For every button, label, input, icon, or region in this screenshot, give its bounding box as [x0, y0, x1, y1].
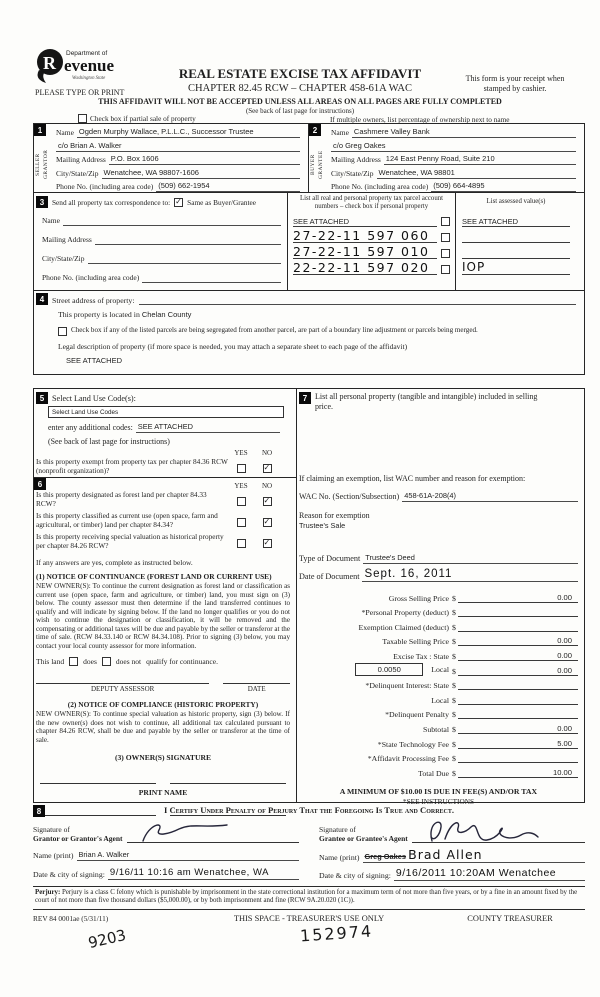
reason-label: Reason for exemption — [299, 511, 370, 520]
legal-description-value: SEE ATTACHED — [66, 356, 122, 365]
parties-box — [33, 123, 585, 375]
section-3-marker: 3 — [36, 196, 48, 208]
owners-signature-title: (3) OWNER(S) SIGNATURE — [114, 753, 212, 762]
land-use-title: Select Land Use Code(s): — [52, 393, 136, 403]
money-row-personal: *Personal Property (deduct) $ — [299, 603, 578, 618]
svg-text:evenue: evenue — [64, 56, 115, 75]
buyer-name-row: Name Cashmere Valley Bank — [331, 127, 576, 138]
street-address-row: 4 Street address of property: — [36, 293, 576, 305]
grantee-signature-icon — [424, 815, 542, 847]
money-row-exemption: Exemption Claimed (deduct) $ — [299, 617, 578, 632]
assessed-row — [462, 227, 570, 243]
parcel-1-checkbox[interactable] — [441, 233, 450, 242]
completion-warning: THIS AFFIDAVIT WILL NOT BE ACCEPTED UNLESS ALL AREAS ON ALL PAGES ARE FULLY COMPLETED — [98, 97, 502, 106]
section-5 — [34, 389, 296, 478]
buyer-csz-row: City/State/Zip Wenatchee, WA 98801 — [331, 168, 576, 179]
exempt-yes-checkbox[interactable] — [237, 464, 246, 473]
seller-name-value: Ogden Murphy Wallace, P.L.L.C., Successor Trustee — [77, 127, 300, 138]
corr-csz-row: City/State/Zip — [42, 254, 281, 264]
forest-no-checkbox[interactable] — [263, 497, 272, 506]
section-7-marker: 7 — [299, 392, 311, 404]
stamp-center: 152974 — [299, 921, 374, 946]
parcel-row: 27-22-11 597 010 — [293, 243, 450, 259]
county-treasurer-label: COUNTY TREASURER — [467, 914, 553, 924]
money-row-gross: Gross Selling Price $ 0.00 — [299, 588, 578, 603]
footer-row — [33, 914, 585, 923]
section-7 — [297, 389, 584, 806]
local-rate-box: 0.0050 — [355, 663, 423, 676]
rev-number: REV 84 0001ae (5/31/11) — [33, 914, 109, 924]
forest-yes-checkbox[interactable] — [237, 497, 246, 506]
if-yes-note: If any answers are yes, complete as instructed below. — [36, 558, 193, 567]
buyer-side-label: BUYER GRANTEE — [310, 150, 324, 179]
buyer-careof-row — [331, 141, 576, 152]
money-row-subtotal: Subtotal $ 0.00 — [299, 719, 578, 734]
additional-codes-row: enter any additional codes: SEE ATTACHED — [48, 422, 280, 433]
section-8 — [33, 805, 585, 923]
doc-date-value: Sept. 16, 2011 — [362, 568, 578, 582]
grantee-name-struck: Greg Oakes — [364, 852, 406, 861]
section-4-marker: 4 — [36, 293, 48, 305]
partial-sale-checkbox[interactable] — [78, 114, 87, 123]
parcel-row: 22-22-11 597 020 — [293, 259, 450, 275]
see-back-note: (See back of last page for instructions) — [245, 106, 355, 115]
historic-no-checkbox[interactable] — [263, 539, 272, 548]
receipt-note: This form is your receipt when stamped by cashier. — [465, 74, 565, 93]
certify-row — [33, 805, 585, 815]
doc-date-row: Date of Document Sept. 16, 2011 — [299, 568, 578, 582]
print-name-label: PRINT NAME — [138, 788, 188, 797]
current-use-no-checkbox[interactable] — [263, 518, 272, 527]
grantee-name-value: Brad Allen — [408, 847, 483, 862]
please-type-or-print: PLEASE TYPE OR PRINT — [35, 88, 125, 97]
grantor-signature-line — [127, 818, 299, 843]
segregated-checkbox[interactable] — [58, 327, 67, 336]
doc-type-value: Trustee's Deed — [363, 553, 578, 564]
seller-csz-value: Wenatchee, WA 98807-1606 — [102, 168, 301, 179]
land-use-select[interactable]: Select Land Use Codes — [48, 406, 284, 418]
wac-row: WAC No. (Section/Subsection) 458-61A-208(4) — [299, 491, 578, 502]
located-row: This property is located in Chelan County — [58, 310, 192, 319]
money-row-excise-state: Excise Tax : State $ 0.00 — [299, 646, 578, 661]
parcel-0-checkbox[interactable] — [441, 217, 450, 226]
compliance-title: (2) NOTICE OF COMPLIANCE (HISTORIC PROPERTY) — [67, 700, 259, 709]
parcel-header: List all real and personal property tax parcel account numbers – check box if personal property — [299, 195, 444, 210]
seller-side-label: SELLER GRANTOR — [35, 149, 49, 180]
grantor-signature-icon — [139, 819, 231, 847]
buyer-name-value: Cashmere Valley Bank — [352, 127, 576, 138]
exemption-label: If claiming an exemption, list WAC number and reason for exemption: — [299, 474, 526, 483]
money-row-delinq-state: *Delinquent Interest: State $ — [299, 676, 578, 691]
does-checkbox[interactable] — [69, 657, 78, 666]
legal-description-label: Legal description of property (if more space is needed, you may attach a separate sheet to each page of the affidavit) — [58, 342, 408, 351]
forest-land-question: Is this property designated as forest land per chapter 84.33 RCW? ✓ — [36, 491, 290, 510]
corr-name-row: Name — [42, 216, 281, 226]
grantor-date-row: Date & city of signing: 9/16/11 10:16 am Wenatchee, WA — [33, 867, 299, 880]
land-use-and-tax-box — [33, 388, 585, 806]
money-row-total-due: Total Due $ 10.00 — [299, 763, 578, 778]
grantee-signature-line — [412, 818, 585, 843]
partial-sale-row — [78, 114, 196, 123]
money-row-delinq-local: Local $ — [299, 690, 578, 705]
exempt-question-row: Is this property exempt from property tax per chapter 84.36 RCW (nonprofit organization)? ✓ — [36, 458, 290, 477]
corr-mailing-row: Mailing Address — [42, 235, 281, 245]
see-instructions-note: *SEE INSTRUCTIONS — [402, 796, 475, 806]
corr-phone-row: Phone No. (including area code) — [42, 273, 281, 283]
seller-careof-value: c/o Brian A. Walker — [56, 141, 300, 152]
assessed-row — [462, 243, 570, 259]
grantor-name-value: Brian A. Walker — [77, 850, 300, 861]
does-not-checkbox[interactable] — [102, 657, 111, 666]
historic-question: Is this property receiving special valuation as historical property per chapter 84.26 RCW? ✓ — [36, 533, 290, 552]
buyer-csz-value: Wenatchee, WA 98801 — [377, 168, 577, 179]
deputy-assessor-row — [36, 683, 290, 693]
section-5-marker: 5 — [36, 392, 48, 404]
grantor-date-value: 9/16/11 10:16 am Wenatchee, WA — [108, 867, 299, 880]
see-back-instructions: (See back of last page for instructions) — [48, 437, 170, 446]
seller-phone-value: (509) 662-1954 — [156, 181, 300, 192]
perjury-note: Perjury: Perjury is a class C felony which is punishable by imprisonment in the state correctional institution for a maximum term of not more than five years, or by a fine in an amount fixed by the court of not more than five thousand dollars ($5,000.00), or by both imprisonment and fine (RCW 9A.20.020 (1C)). — [33, 886, 585, 910]
parcel-3-checkbox[interactable] — [441, 265, 450, 274]
same-as-buyer-checkbox[interactable] — [174, 198, 183, 207]
buyer-careof-value: c/o Greg Oakes — [331, 141, 576, 152]
grantee-date-value: 9/16/2011 10:20AM Wenatchee — [394, 867, 585, 881]
parcel-2-checkbox[interactable] — [441, 249, 450, 258]
money-row-tech-fee: *State Technology Fee $ 5.00 — [299, 734, 578, 749]
seller-mailing-row: Mailing Address P.O. Box 1606 — [56, 154, 300, 165]
street-address-value — [139, 304, 577, 305]
section-1-marker: 1 — [34, 124, 46, 136]
date-label: DATE — [223, 683, 290, 693]
doc-type-row: Type of Document Trustee's Deed — [299, 553, 578, 564]
grantee-signature-block: Signature of Grantee or Grantee's Agent Name (print) Greg Oakes Brad Allen Date & city of signing: 9/16/2011 10:20AM Wenatchee — [315, 818, 585, 881]
yes-no-header: YES NO — [234, 449, 273, 457]
seller-csz-row: City/State/Zip Wenatchee, WA 98807-1606 — [56, 168, 300, 179]
section-6 — [34, 478, 296, 817]
continuance-title: (1) NOTICE OF CONTINUANCE (FOREST LAND OR CURRENT USE) — [36, 572, 272, 581]
parcel-row: SEE ATTACHED — [293, 211, 450, 227]
historic-yes-checkbox[interactable] — [237, 539, 246, 548]
section-6-marker: 6 — [34, 478, 46, 490]
current-use-question: Is this property classified as current use (open space, farm and agricultural, or timber) land per chapter 84.34? ✓ — [36, 512, 290, 531]
section-8-marker: 8 — [33, 805, 45, 817]
dor-logo — [36, 46, 156, 91]
buyer-mailing-value: 124 East Penny Road, Suite 210 — [384, 154, 576, 165]
seller-name-row: Name Ogden Murphy Wallace, P.L.L.C., Successor Trustee — [56, 127, 300, 138]
deputy-assessor-label: DEPUTY ASSESSOR — [36, 683, 209, 693]
form-title: REAL ESTATE EXCISE TAX AFFIDAVIT — [178, 66, 422, 81]
correspondence-row: 3 Send all property tax correspondence to: ✓ Same as Buyer/Grantee — [36, 196, 281, 208]
svg-text:Department of: Department of — [66, 50, 108, 57]
form-subtitle: CHAPTER 82.45 RCW – CHAPTER 458-61A WAC — [188, 83, 412, 94]
grantee-date-row: Date & city of signing: 9/16/2011 10:20AM Wenatchee — [319, 867, 585, 881]
svg-text:Washington State: Washington State — [72, 76, 106, 81]
current-use-yes-checkbox[interactable] — [237, 518, 246, 527]
treasurer-space-label: THIS SPACE - TREASURER'S USE ONLY — [233, 914, 385, 924]
seller-mailing-value: P.O. Box 1606 — [109, 154, 300, 165]
county-value: Chelan County — [141, 310, 192, 319]
money-row-affidavit-fee: *Affidavit Processing Fee $ — [299, 749, 578, 764]
buyer-mailing-row: Mailing Address 124 East Penny Road, Suite 210 — [331, 154, 576, 165]
buyer-phone-value: (509) 664-4895 — [431, 181, 576, 192]
compliance-text: NEW OWNER(S): To continue special valuation as historic property, sign (3) below. If the new owner(s) does not wish to continue, all additional tax calculated pursuant to chapter 84.26 RCW, shall be due and payable by the seller or transferor at the time of sale. — [36, 710, 290, 744]
assessed-row: SEE ATTACHED — [462, 211, 570, 227]
multiple-owners-note: If multiple owners, list percentage of ownership next to name — [330, 115, 510, 124]
svg-text:R: R — [43, 53, 56, 73]
money-row-excise-local: 0.0050 Local $ 0.00 — [299, 661, 578, 676]
buyer-phone-row: Phone No. (including area code) (509) 664-4895 — [331, 181, 576, 192]
segregated-row: Check box if any of the listed parcels are being segregated from another parcel, are part of a boundary line adjustment or parcels being merged. — [58, 326, 576, 336]
revenue-logo-icon — [36, 46, 156, 86]
wac-value: 458-61A-208(4) — [402, 491, 578, 502]
grantor-name-row: Name (print) Brian A. Walker — [33, 850, 299, 861]
money-row-penalty: *Delinquent Penalty $ — [299, 705, 578, 720]
buyer-section — [309, 124, 584, 192]
assessed-header: List assessed value(s) — [486, 198, 546, 205]
yes-no-header: YES NO — [234, 482, 273, 490]
additional-codes-value: SEE ATTACHED — [136, 422, 280, 433]
stamp-left: 9203 — [86, 925, 128, 953]
seller-section — [34, 124, 309, 192]
section-4 — [34, 291, 584, 365]
continuance-text: NEW OWNER(S): To continue the current designation as forest land or classification as current use (open space, farm and agriculture, or timber) land, you must sign on (3) below. The county assessor must then determine if the land transferred continues to qualify and will indicate by signing below. If the land no longer qualifies or you do not wish to continue the designation or classification, it will be removed and the compensating or additional taxes will be due and payable by the seller or transferor at the time of sale. (RCW 84.33.140 or RCW 84.34.108). Prior to signing (3) below, you may contact your local county assessor for more information. — [36, 582, 290, 650]
partial-sale-label: Check box if partial sale of property — [90, 114, 196, 123]
grantor-signature-block: Signature of Grantor or Grantor's Agent Name (print) Brian A. Walker Date & city of signing: 9/16/11 10:16 am Wenatchee, WA — [33, 818, 315, 881]
owner-signature-lines — [40, 783, 286, 785]
personal-property-label: List all personal property (tangible and intangible) included in selling price. — [315, 392, 538, 411]
seller-careof-row — [56, 141, 300, 152]
qualify-row: This land does does not qualify for continuance. — [36, 657, 218, 666]
section-2-marker: 2 — [309, 124, 321, 136]
certify-text: I Certify Under Penalty of Perjury That the Foregoing Is True and Correct. — [163, 805, 455, 815]
seller-phone-row: Phone No. (including area code) (509) 662-1954 — [56, 181, 300, 192]
section-3 — [34, 193, 584, 291]
minimum-fee-note: A MINIMUM OF $10.00 IS DUE IN FEE(S) AND/OR TAX — [339, 786, 538, 796]
money-row-taxable: Taxable Selling Price $ 0.00 — [299, 632, 578, 647]
reason-value: Trustee's Sale — [299, 521, 346, 530]
parcel-row: 27-22-11 597 060 — [293, 227, 450, 243]
assessed-row: IOP — [462, 259, 570, 275]
grantee-name-row: Name (print) Greg Oakes Brad Allen — [319, 850, 585, 863]
exempt-no-checkbox[interactable] — [263, 464, 272, 473]
